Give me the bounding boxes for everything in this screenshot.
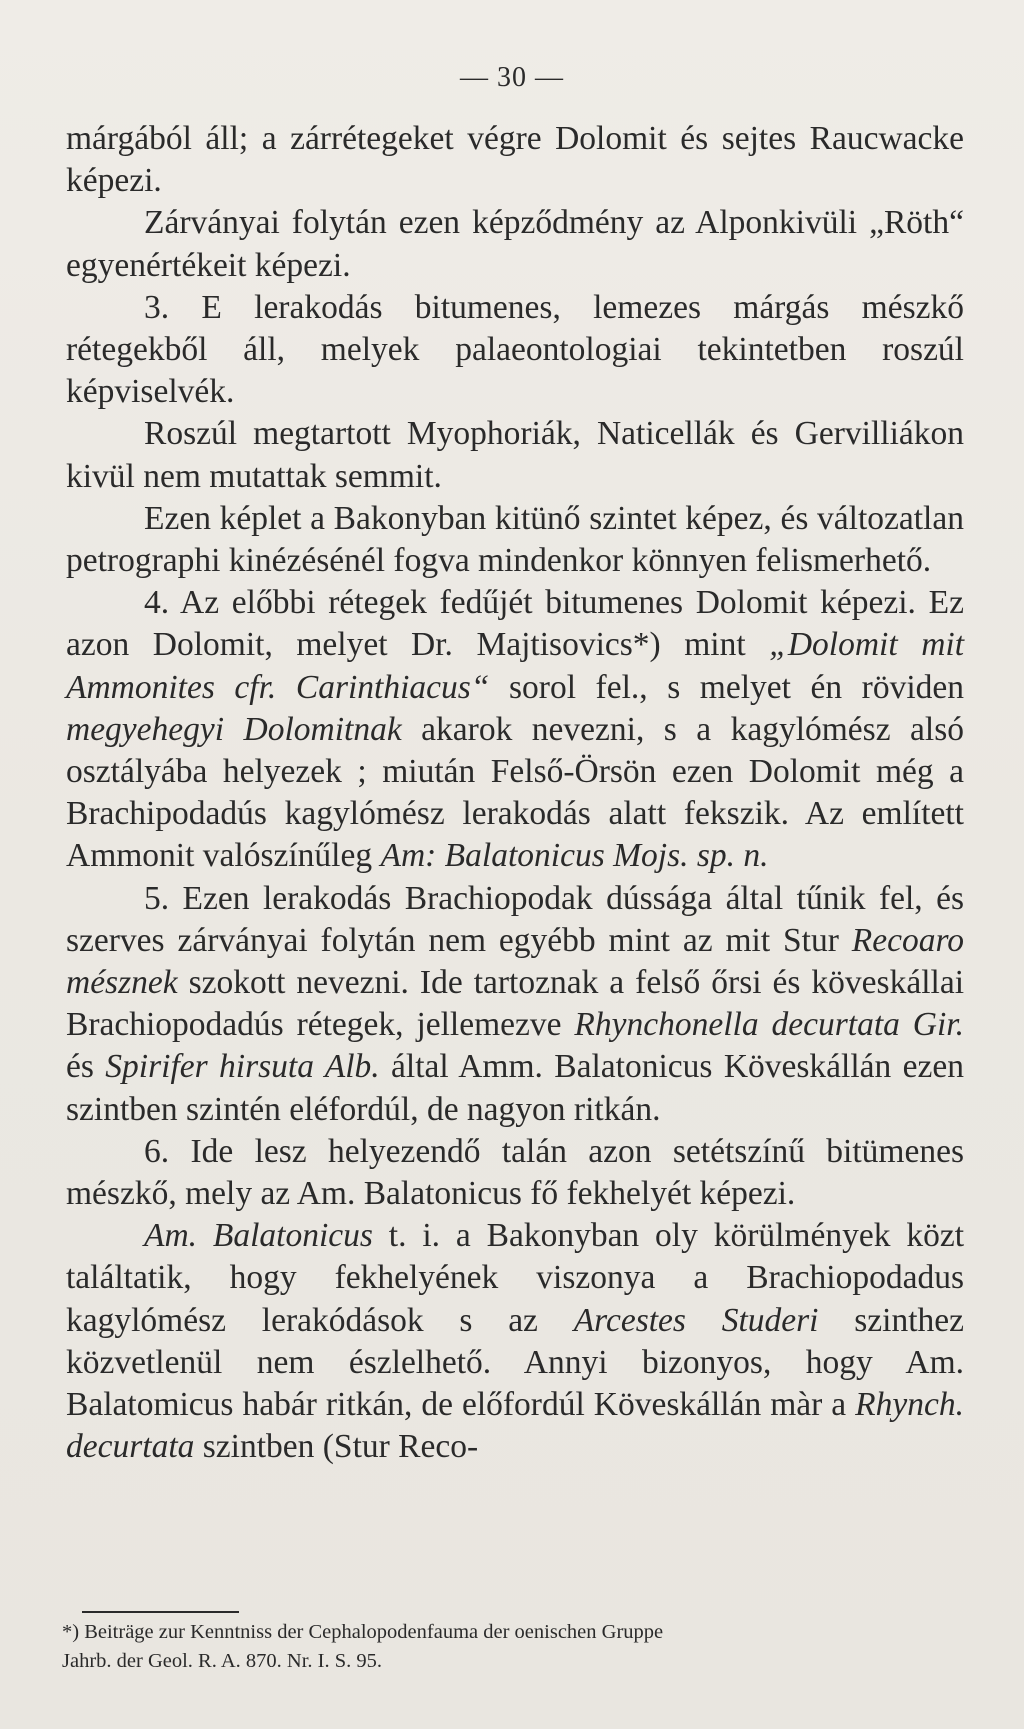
paragraph-6: [66, 582, 964, 877]
footnote-line-1: *) Beiträge zur Kenntniss der Cephalopodenfauma der oenischen Gruppe: [62, 1621, 664, 1643]
paragraph-7-italic-3: Spirifer hirsuta Alb.: [105, 1048, 380, 1086]
paragraph-7: [66, 878, 964, 1131]
paragraph-7-text-b: szokott nevezni. Ide tartoznak a felső őrsi és köveskállai Brachiopodadús rétegek, jellemezve: [66, 964, 964, 1044]
footnote: [62, 1618, 962, 1676]
paragraph-6-italic-1: „Dolomit mit Ammonites cfr. Carinthiacus“: [66, 626, 965, 706]
paragraph-7-text-c: és: [66, 1048, 106, 1086]
paragraph-7-text-d: által Amm. Balatonicus Köveskállán ezen szintben szintén eléfordúl, de nagyon ritkán.: [66, 1048, 965, 1128]
paragraph-9-text-b: szinthez közvetlenül nem észlelhető. Annyi bizonyos, hogy Am. Balatomicus habár ritkán, de előfordúl Köveskállán màr a: [66, 1301, 965, 1424]
page-number: — 30 —: [460, 62, 564, 93]
footnote-line-2: Jahrb. der Geol. R. A. 870. Nr. I. S. 95.: [62, 1650, 383, 1672]
paragraph-8: 6. Ide lesz helyezendő talán azon setétszínű bitümenes mészkő, mely az Am. Balatonicus fő fekhelyét képezi.: [66, 1132, 964, 1213]
paragraph-6-text-c: akarok nevezni, s a kagylómész alsó osztályába helyezek ; miután Felső-Örsön ezen Dolomit még a Brachipodadús kagylómész lerakodás alatt fekszik. Az említett Ammonit valószínűleg: [66, 710, 964, 875]
paragraph-9-italic-2: Arcestes Studeri: [573, 1301, 819, 1339]
paragraph-2: Zárványai folytán ezen képződmény az Alponkivüli „Röth“ egyenértékeit képezi.: [66, 204, 964, 284]
paragraph-9-text-a: t. i. a Bakonyban oly körülmények közt találtatik, hogy fekhelyének viszonya a Brachiopodadus kagylómész lerakódások s az: [66, 1217, 964, 1339]
paragraph-7-text-a: 5. Ezen lerakodás Brachiopodak dússága által tűnik fel, és szerves zárványai folytán nem egyébb mint az mit Stur: [66, 879, 964, 959]
footnote-divider: [82, 1611, 239, 1613]
paragraph-9-italic-3: Rhynch. decurtata: [66, 1386, 964, 1466]
main-text: [66, 118, 964, 1469]
paragraph-6-text-b: sorol fel., s melyet én röviden: [489, 668, 964, 706]
paragraph-4: Roszúl megtartott Myophoriák, Naticellák és Gervilliákon kivül nem mutattak semmit.: [66, 415, 964, 495]
paragraph-1: márgából áll; a zárrétegeket végre Dolomit és sejtes Raucwacke képezi.: [66, 120, 964, 200]
paragraph-5: Ezen képlet a Bakonyban kitünő szintet képez, és változatlan petrographi kinézésénél fogva mindenkor könnyen felismerhető.: [66, 499, 964, 580]
paragraph-7-italic-1: Recoaro mésznek: [66, 921, 964, 1002]
paragraph-6-text-a: 4. Az előbbi rétegek fedűjét bitumenes Dolomit képezi. Ez azon Dolomit, melyet Dr. Majtisovics*) mint: [66, 584, 964, 664]
paragraph-7-italic-2: Rhynchonella decurtata Gir.: [574, 1006, 964, 1044]
paragraph-9-text-c: szintben (Stur Reco-: [194, 1428, 479, 1466]
paragraph-9: [66, 1215, 964, 1468]
paragraph-3: 3. E lerakodás bitumenes, lemezes márgás mészkő rétegekből áll, melyek palaeontologiai tekintetben roszúl képviselvék.: [66, 288, 964, 411]
paragraph-9-italic-1: Am. Balatonicus: [144, 1217, 373, 1255]
paragraph-6-italic-3: Am: Balatonicus Mojs. sp. n.: [380, 837, 769, 875]
paragraph-6-italic-2: megyehegyi Dolomitnak: [66, 710, 402, 748]
